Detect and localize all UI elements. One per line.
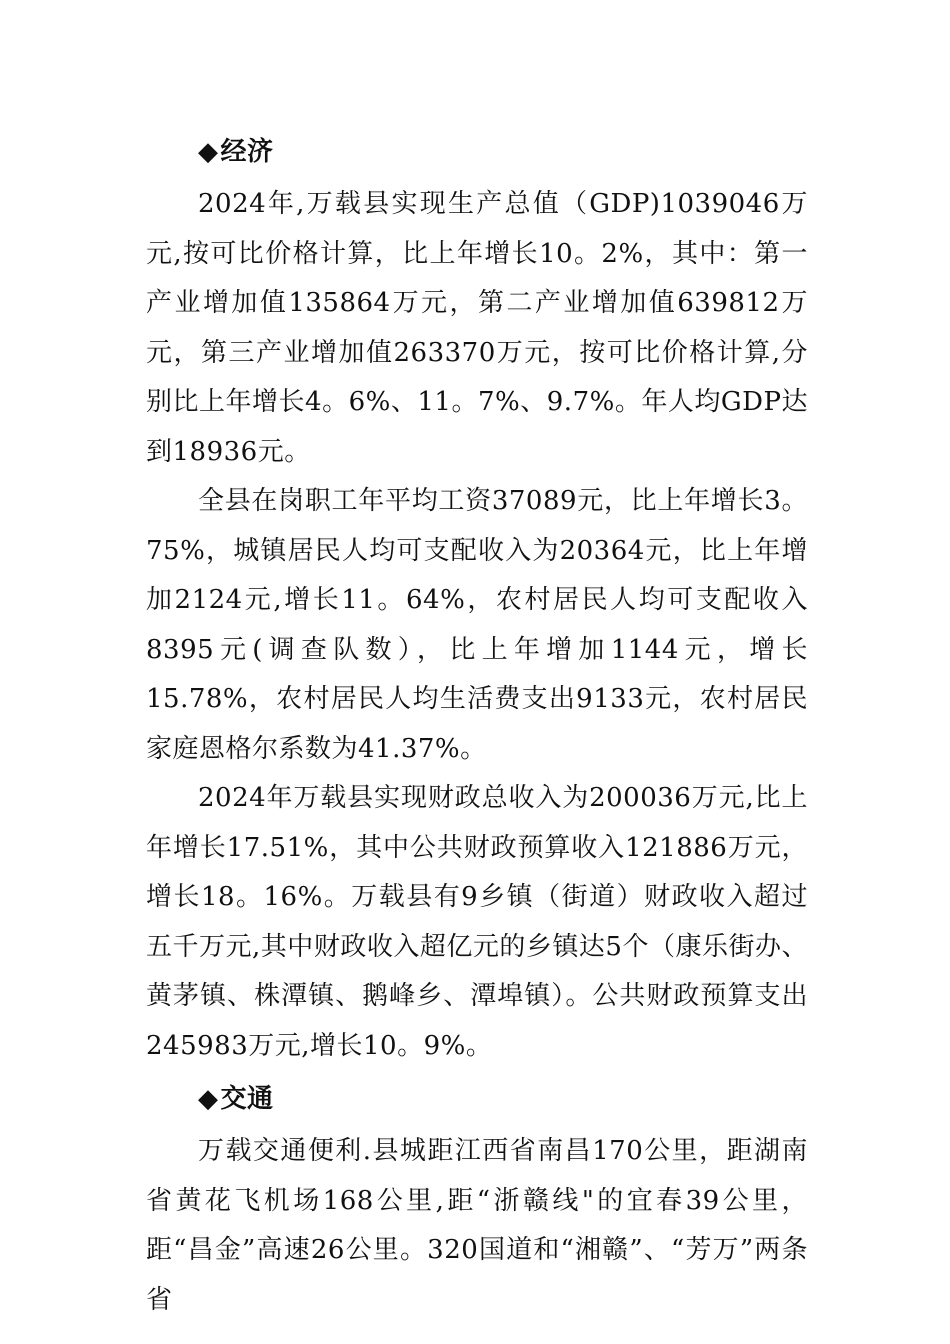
document-body	[146, 124, 808, 1325]
section-title: 经济	[220, 137, 274, 167]
section-heading-transport	[146, 1071, 808, 1127]
section-title: 交通	[220, 1084, 274, 1114]
paragraph-transport: 万载交通便利.县城距江西省南昌170公里，距湖南省黄花飞机场168公里,距“浙赣线"的宜春39公里，距“昌金”高速26公里。320国道和“湘赣”、“芳万”两条省	[146, 1136, 808, 1315]
section-heading-economy	[146, 124, 808, 180]
diamond-bullet-icon: ◆	[198, 137, 219, 167]
paragraph-income: 全县在岗职工年平均工资37089元，比上年增长3。75%，城镇居民人均可支配收入为20364元，比上年增加2124元,增长11。64%，农村居民人均可支配收入8395元(调查队数），比上年增加1144元，增长15.78%，农村居民人均生活费支出9133元，农村居民家庭恩格尔系数为41.37%。	[146, 486, 808, 764]
diamond-bullet-icon: ◆	[198, 1084, 219, 1114]
paragraph-finance: 2024年万载县实现财政总收入为200036万元,比上年增长17.51%，其中公共财政预算收入121886万元，增长18。16%。万载县有9乡镇（街道）财政收入超过五千万元,其中财政收入超亿元的乡镇达5个（康乐街办、黄茅镇、株潭镇、鹅峰乡、潭埠镇）。公共财政预算支出245983万元,增长10。9%。	[146, 783, 808, 1061]
paragraph-gdp: 2024年,万载县实现生产总值（GDP)1039046万元,按可比价格计算，比上年增长10。2%，其中：第一产业增加值135864万元，第二产业增加值639812万元，第三产业增加值263370万元，按可比价格计算,分别比上年增长4。6%、11。7%、9.7%。年人均GDP达到18936元。	[146, 189, 808, 467]
